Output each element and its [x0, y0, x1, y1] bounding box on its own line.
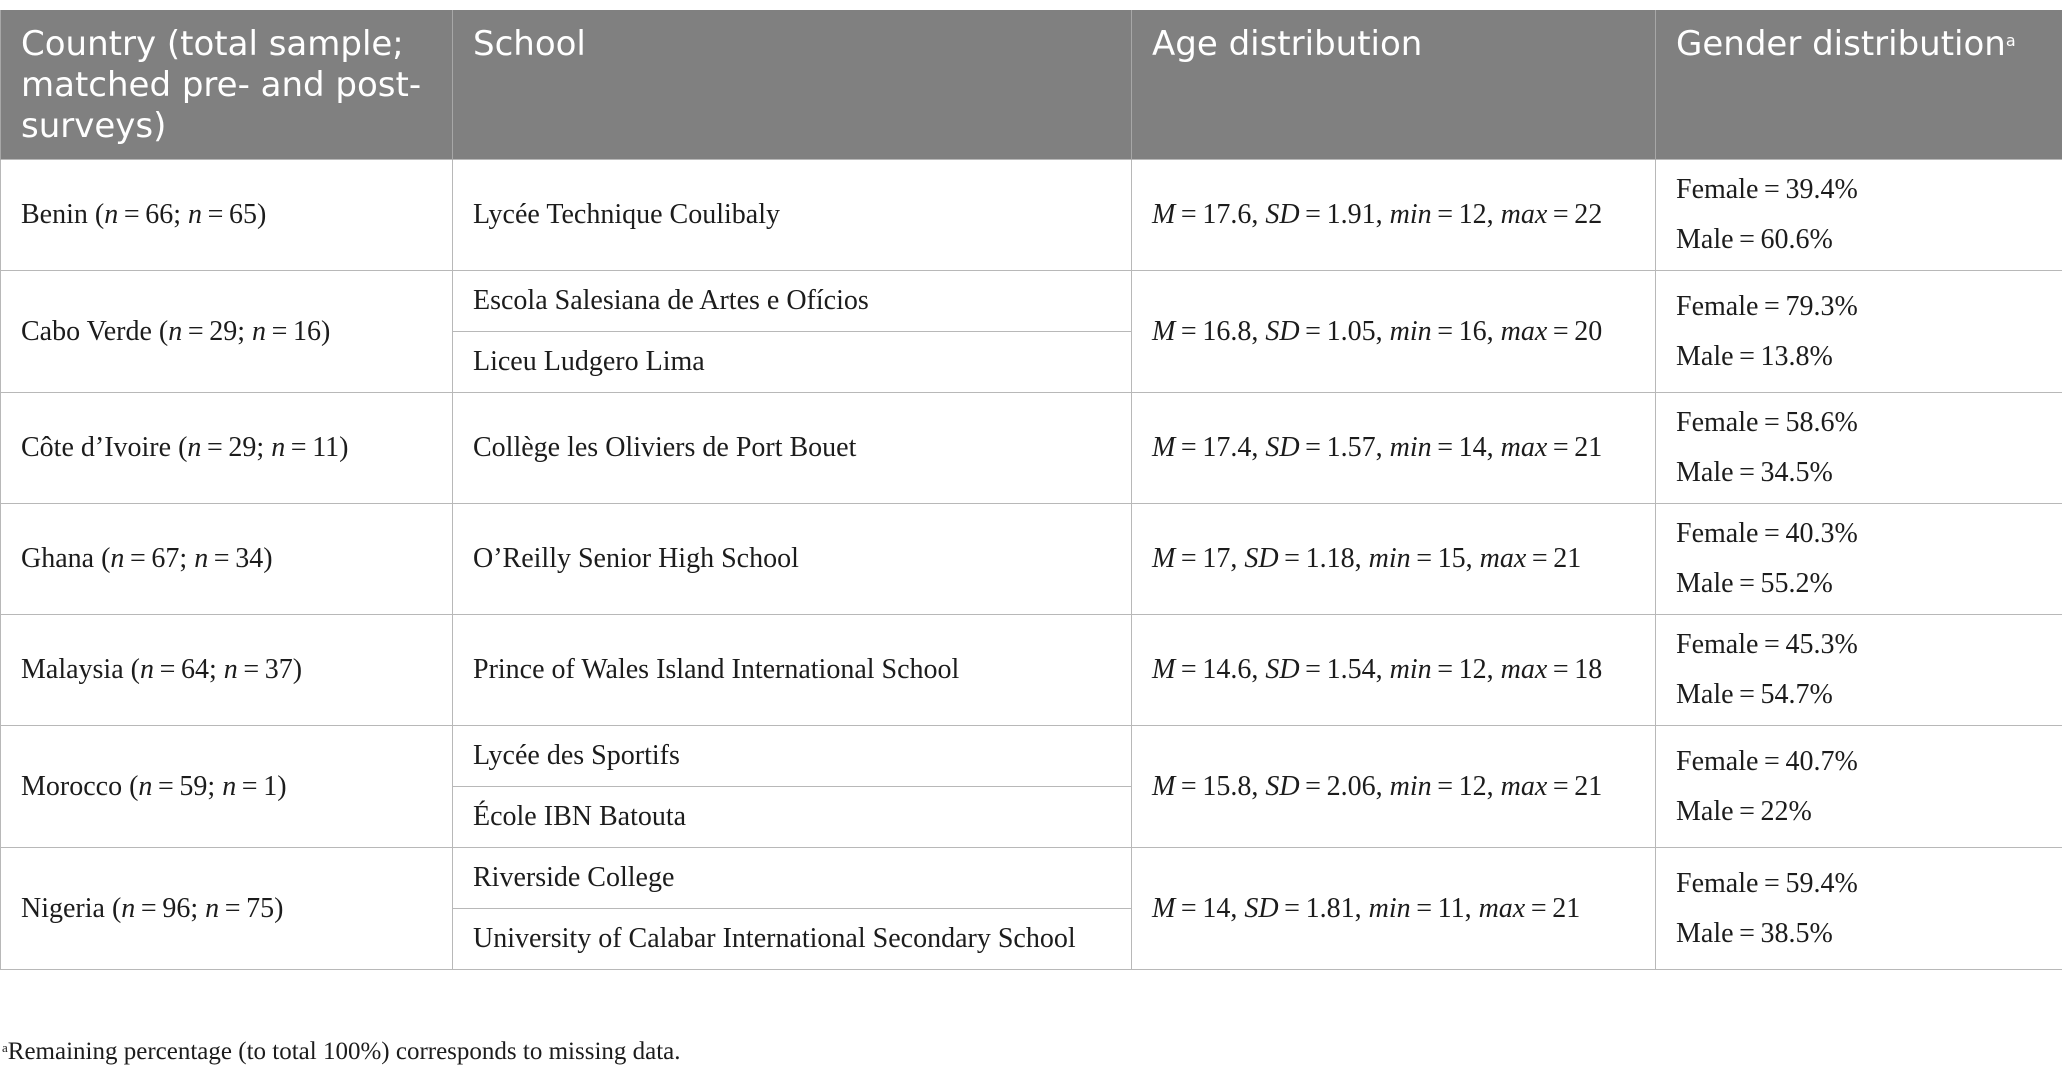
- age-sd: 1.18: [1305, 543, 1355, 574]
- age-min: 15: [1437, 543, 1466, 574]
- school-name: O’Reilly Senior High School: [473, 543, 799, 574]
- school-name: Riverside College: [473, 862, 675, 893]
- matched-sample-n: 75: [246, 892, 275, 924]
- country-name: Ghana: [21, 543, 95, 574]
- age-mean: 17: [1202, 543, 1231, 574]
- school-name: Collège les Oliviers de Port Bouet: [473, 432, 857, 463]
- matched-sample-n: 11: [312, 432, 340, 463]
- n-label: n: [121, 892, 136, 924]
- age-cell: M = 17.6, SD = 1.91, min = 12, max = 22: [1132, 160, 1656, 271]
- age-mean: 15.8: [1202, 770, 1252, 802]
- female-label: Female: [1676, 290, 1759, 322]
- stat-label: SD: [1265, 654, 1300, 685]
- table-row: [1, 393, 2062, 504]
- age-min: 11: [1437, 892, 1465, 924]
- male-label: Male: [1676, 224, 1734, 255]
- female-label: Female: [1676, 745, 1759, 777]
- age-sd: 1.54: [1326, 654, 1376, 685]
- school-name: Lycée des Sportifs: [473, 740, 680, 771]
- country-name: Morocco: [21, 770, 123, 802]
- total-sample-n: 66: [145, 199, 174, 230]
- male-label: Male: [1676, 568, 1734, 599]
- country-name: Cabo Verde: [21, 315, 152, 347]
- stat-label: max: [1500, 654, 1548, 685]
- female-line: Female = 79.3%: [1676, 290, 1858, 322]
- stat-label: M: [1152, 432, 1176, 463]
- age-mean: 17.4: [1202, 432, 1252, 463]
- female-line: Female = 59.4%: [1676, 867, 1858, 899]
- stat-label: SD: [1244, 543, 1279, 574]
- total-sample-n: 96: [162, 892, 191, 924]
- female-line: Female = 58.6%: [1676, 407, 1858, 438]
- stat-label: min: [1389, 770, 1432, 802]
- school-cell: [453, 726, 1132, 787]
- header-age: [1132, 10, 1656, 160]
- stat-label: M: [1152, 543, 1176, 574]
- male-line: Male = 54.7%: [1676, 679, 1833, 710]
- matched-sample-n: 37: [264, 654, 293, 685]
- female-pct: 39.4%: [1785, 174, 1858, 205]
- female-pct: 40.7%: [1785, 745, 1858, 777]
- stat-label: M: [1152, 654, 1176, 685]
- n-label: n: [187, 432, 202, 463]
- gender-cell: [1656, 726, 2062, 848]
- male-line: Male = 34.5%: [1676, 457, 1833, 488]
- female-pct: 79.3%: [1785, 290, 1858, 322]
- country-cell: Cabo Verde (n = 29; n = 16): [1, 271, 453, 393]
- stat-label: min: [1389, 432, 1432, 463]
- stat-label: M: [1152, 892, 1176, 924]
- gender-cell: [1656, 160, 2062, 271]
- table-row: [1, 271, 2062, 332]
- gender-cell: [1656, 615, 2062, 726]
- male-line: Male = 60.6%: [1676, 224, 1833, 255]
- stat-label: min: [1368, 543, 1411, 574]
- stat-label: SD: [1265, 199, 1300, 230]
- age-min: 12: [1458, 770, 1487, 802]
- footnote-sup: a: [2, 1040, 8, 1055]
- male-pct: 55.2%: [1760, 568, 1833, 599]
- stat-label: M: [1152, 315, 1176, 347]
- school-name: Lycée Technique Coulibaly: [473, 199, 780, 230]
- header-row: [1, 10, 2062, 160]
- male-pct: 38.5%: [1760, 917, 1833, 949]
- country-cell: Ghana (n = 67; n = 34): [1, 504, 453, 615]
- matched-sample-n: 1: [263, 770, 278, 802]
- stat-label: max: [1479, 543, 1527, 574]
- male-label: Male: [1676, 917, 1734, 949]
- age-mean: 16.8: [1202, 315, 1252, 347]
- stat-label: max: [1500, 770, 1548, 802]
- country-name: Côte d’Ivoire: [21, 432, 172, 463]
- age-cell: M = 15.8, SD = 2.06, min = 12, max = 21: [1132, 726, 1656, 848]
- total-sample-n: 64: [180, 654, 209, 685]
- age-mean: 14: [1202, 892, 1231, 924]
- n-label: n: [168, 315, 183, 347]
- header-school-label: School: [473, 24, 586, 64]
- age-sd: 1.05: [1326, 315, 1376, 347]
- n-label: n: [223, 654, 238, 685]
- male-pct: 60.6%: [1760, 224, 1833, 255]
- male-label: Male: [1676, 795, 1734, 827]
- header-school: [453, 10, 1132, 160]
- n-label: n: [222, 770, 237, 802]
- school-cell: [453, 909, 1132, 970]
- school-name: Escola Salesiana de Artes e Ofícios: [473, 285, 869, 316]
- female-line: Female = 45.3%: [1676, 629, 1858, 660]
- stat-label: SD: [1244, 892, 1279, 924]
- stat-label: SD: [1265, 432, 1300, 463]
- age-cell: M = 14, SD = 1.81, min = 11, max = 21: [1132, 848, 1656, 970]
- school-cell: [453, 393, 1132, 504]
- age-max: 21: [1574, 432, 1603, 463]
- table-row: [1, 504, 2062, 615]
- total-sample-n: 59: [179, 770, 208, 802]
- male-line: Male = 38.5%: [1676, 917, 1833, 949]
- country-cell: Benin (n = 66; n = 65): [1, 160, 453, 271]
- age-sd: 1.81: [1305, 892, 1355, 924]
- school-cell: [453, 160, 1132, 271]
- male-label: Male: [1676, 457, 1734, 488]
- total-sample-n: 29: [228, 432, 257, 463]
- school-cell: [453, 787, 1132, 848]
- female-label: Female: [1676, 407, 1759, 438]
- stat-label: max: [1500, 432, 1548, 463]
- country-name: Benin: [21, 199, 88, 230]
- footnote-text: Remaining percentage (to total 100%) corresponds to missing data.: [7, 1038, 681, 1065]
- stat-label: SD: [1265, 315, 1300, 347]
- n-label: n: [188, 199, 203, 230]
- school-cell: [453, 615, 1132, 726]
- male-line: Male = 13.8%: [1676, 340, 1833, 372]
- male-pct: 34.5%: [1760, 457, 1833, 488]
- age-max: 18: [1574, 654, 1603, 685]
- school-cell: [453, 848, 1132, 909]
- school-name: Prince of Wales Island International School: [473, 654, 960, 685]
- school-cell: [453, 332, 1132, 393]
- stat-label: max: [1500, 199, 1548, 230]
- footnote-marker: a: [2005, 31, 2016, 50]
- age-min: 14: [1458, 432, 1487, 463]
- table-row: [1, 848, 2062, 909]
- stat-label: min: [1389, 199, 1432, 230]
- age-max: 20: [1574, 315, 1603, 347]
- female-line: Female = 39.4%: [1676, 174, 1858, 205]
- age-max: 21: [1552, 892, 1581, 924]
- header-country: [1, 10, 453, 160]
- demographics-table: [0, 10, 2062, 970]
- age-cell: M = 17.4, SD = 1.57, min = 14, max = 21: [1132, 393, 1656, 504]
- male-line: Male = 22%: [1676, 795, 1812, 827]
- n-label: n: [104, 199, 119, 230]
- age-min: 12: [1458, 199, 1487, 230]
- male-pct: 22%: [1760, 795, 1812, 827]
- school-cell: [453, 271, 1132, 332]
- matched-sample-n: 65: [229, 199, 258, 230]
- matched-sample-n: 16: [293, 315, 322, 347]
- age-max: 22: [1574, 199, 1603, 230]
- age-mean: 17.6: [1202, 199, 1252, 230]
- male-line: Male = 55.2%: [1676, 568, 1833, 599]
- school-name: École IBN Batouta: [473, 801, 687, 832]
- female-line: Female = 40.7%: [1676, 745, 1858, 777]
- male-pct: 54.7%: [1760, 679, 1833, 710]
- n-label: n: [138, 770, 153, 802]
- age-sd: 2.06: [1326, 770, 1376, 802]
- stat-label: min: [1389, 315, 1432, 347]
- school-name: University of Calabar International Secondary School: [473, 923, 1076, 954]
- country-cell: Morocco (n = 59; n = 1): [1, 726, 453, 848]
- age-cell: M = 16.8, SD = 1.05, min = 16, max = 20: [1132, 271, 1656, 393]
- female-pct: 40.3%: [1785, 518, 1858, 549]
- stat-label: min: [1389, 654, 1432, 685]
- age-max: 21: [1553, 543, 1582, 574]
- table-body: [1, 160, 2062, 970]
- female-pct: 58.6%: [1785, 407, 1858, 438]
- school-cell: [453, 504, 1132, 615]
- gender-cell: [1656, 271, 2062, 393]
- female-label: Female: [1676, 518, 1759, 549]
- table-row: [1, 160, 2062, 271]
- country-cell: Malaysia (n = 64; n = 37): [1, 615, 453, 726]
- stat-label: max: [1478, 892, 1526, 924]
- n-label: n: [252, 315, 267, 347]
- gender-cell: [1656, 504, 2062, 615]
- male-label: Male: [1676, 679, 1734, 710]
- age-cell: M = 14.6, SD = 1.54, min = 12, max = 18: [1132, 615, 1656, 726]
- table-row: [1, 726, 2062, 787]
- female-label: Female: [1676, 174, 1759, 205]
- female-label: Female: [1676, 629, 1759, 660]
- gender-cell: [1656, 393, 2062, 504]
- male-pct: 13.8%: [1760, 340, 1833, 372]
- country-cell: Nigeria (n = 96; n = 75): [1, 848, 453, 970]
- female-label: Female: [1676, 867, 1759, 899]
- age-sd: 1.57: [1326, 432, 1376, 463]
- stat-label: M: [1152, 770, 1176, 802]
- age-cell: M = 17, SD = 1.18, min = 15, max = 21: [1132, 504, 1656, 615]
- country-name: Malaysia: [21, 654, 124, 685]
- table-header: [1, 10, 2062, 160]
- footnote: [2, 1038, 681, 1066]
- country-name: Nigeria: [21, 892, 105, 924]
- matched-sample-n: 34: [235, 543, 264, 574]
- female-pct: 45.3%: [1785, 629, 1858, 660]
- header-country-label: Country (total sample; matched pre- and post-surveys): [21, 24, 422, 146]
- stat-label: min: [1368, 892, 1411, 924]
- school-name: Liceu Ludgero Lima: [473, 346, 705, 377]
- age-mean: 14.6: [1202, 654, 1252, 685]
- total-sample-n: 29: [209, 315, 238, 347]
- age-max: 21: [1574, 770, 1603, 802]
- n-label: n: [110, 543, 125, 574]
- stat-label: max: [1500, 315, 1548, 347]
- header-age-label: Age distribution: [1152, 24, 1423, 64]
- female-pct: 59.4%: [1785, 867, 1858, 899]
- header-gender: [1656, 10, 2062, 160]
- female-line: Female = 40.3%: [1676, 518, 1858, 549]
- n-label: n: [139, 654, 154, 685]
- age-min: 12: [1458, 654, 1487, 685]
- table-row: [1, 615, 2062, 726]
- stat-label: M: [1152, 199, 1176, 230]
- age-min: 16: [1458, 315, 1487, 347]
- header-gender-label: Gender distribution: [1676, 24, 2006, 64]
- age-sd: 1.91: [1326, 199, 1376, 230]
- gender-cell: [1656, 848, 2062, 970]
- stat-label: SD: [1265, 770, 1300, 802]
- total-sample-n: 67: [151, 543, 180, 574]
- male-label: Male: [1676, 340, 1734, 372]
- n-label: n: [194, 543, 209, 574]
- n-label: n: [271, 432, 286, 463]
- country-cell: Côte d’Ivoire (n = 29; n = 11): [1, 393, 453, 504]
- n-label: n: [205, 892, 220, 924]
